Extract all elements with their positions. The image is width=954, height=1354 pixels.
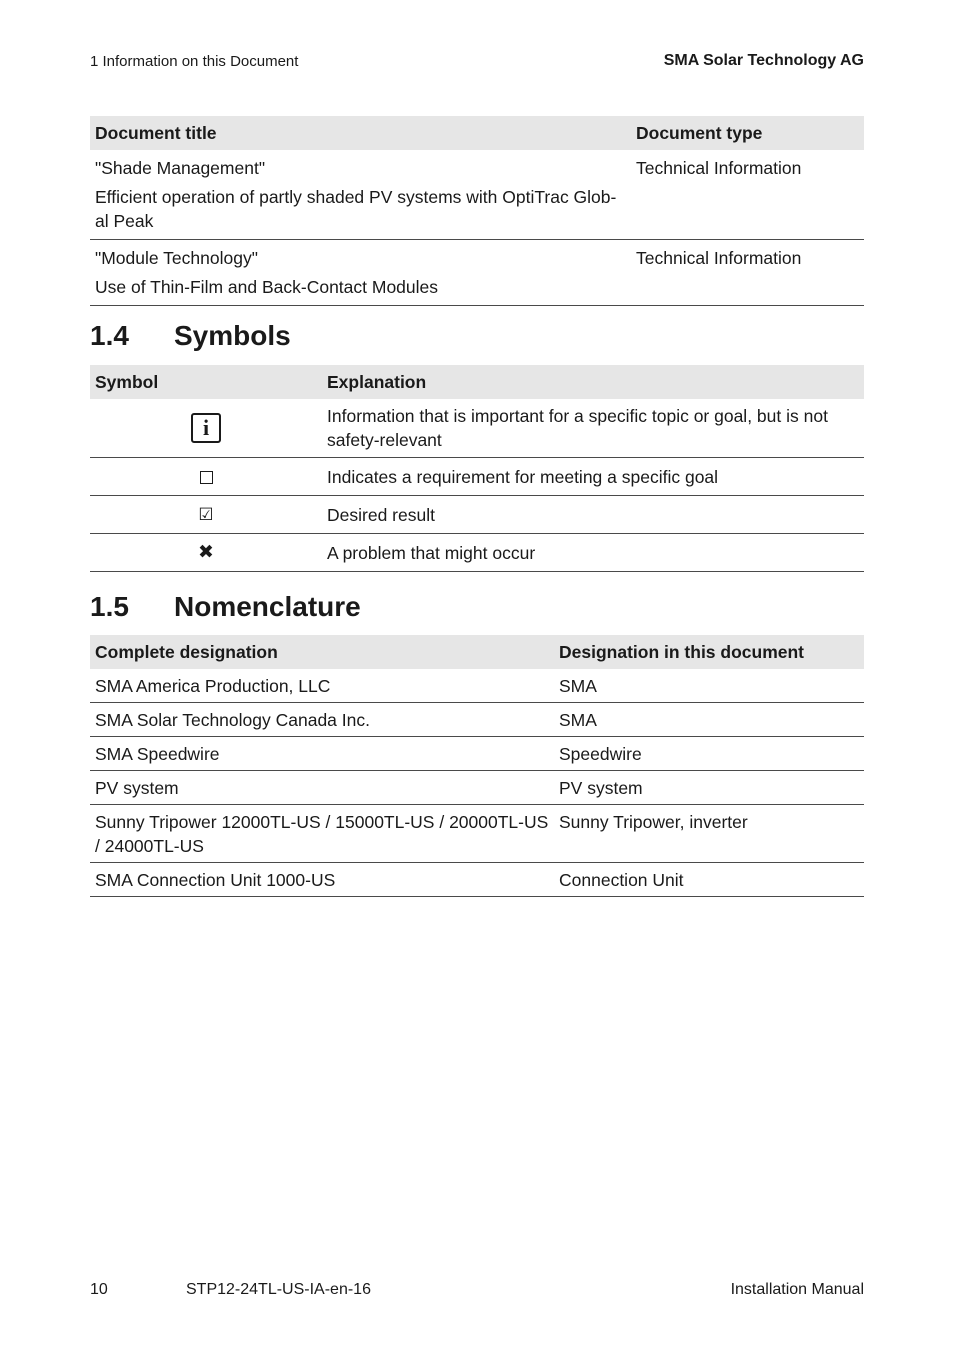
document-code: STP12-24TL-US-IA-en-16 — [186, 1281, 371, 1298]
documents-table — [90, 116, 864, 306]
table-row — [90, 737, 864, 771]
document-subtitle: Efficient operation of partly shaded PV systems with OptiTrac Glob-al Peak — [95, 187, 617, 231]
short-designation: SMA — [554, 703, 864, 737]
table-row — [90, 669, 864, 703]
table-row — [90, 458, 864, 496]
symbol-explanation: Information that is important for a specific topic or goal, but is not safety-relevant — [322, 399, 864, 458]
document-type: Technical Information — [631, 240, 864, 306]
symbol-cell — [90, 534, 322, 572]
section-title: Symbols — [174, 320, 291, 351]
section-title: Nomenclature — [174, 591, 361, 622]
complete-designation: SMA America Production, LLC — [90, 669, 554, 703]
symbol-cell — [90, 399, 322, 458]
checkbox-checked-icon: ☑ — [198, 505, 214, 525]
complete-designation: SMA Speedwire — [90, 737, 554, 771]
column-header: Explanation — [322, 365, 864, 399]
column-header: Complete designation — [90, 635, 554, 669]
table-header-row — [90, 635, 864, 669]
page-number: 10 — [90, 1281, 108, 1298]
table-row — [90, 771, 864, 805]
document-type: Technical Information — [631, 150, 864, 240]
running-header-section: 1 Information on this Document — [90, 53, 299, 70]
table-header-row — [90, 116, 864, 150]
table-row — [90, 240, 864, 306]
table-row — [90, 534, 864, 572]
symbol-explanation: Indicates a requirement for meeting a specific goal — [322, 458, 864, 496]
symbol-explanation: Desired result — [322, 496, 864, 534]
section-heading-nomenclature — [90, 591, 361, 623]
section-number: 1.5 — [90, 591, 129, 622]
short-designation: Sunny Tripower, inverter — [554, 805, 864, 863]
table-row — [90, 805, 864, 863]
table-row — [90, 703, 864, 737]
cross-icon: ✖ — [198, 542, 214, 564]
table-row — [90, 150, 864, 240]
document-title: "Module Technology" — [95, 248, 258, 268]
column-header: Document type — [631, 116, 864, 150]
complete-designation: SMA Solar Technology Canada Inc. — [90, 703, 554, 737]
column-header: Designation in this document — [554, 635, 864, 669]
symbol-cell — [90, 496, 322, 534]
column-header: Document title — [90, 116, 631, 150]
document-subtitle: Use of Thin-Film and Back-Contact Modules — [95, 277, 439, 297]
short-designation: Speedwire — [554, 737, 864, 771]
complete-designation: PV system — [90, 771, 554, 805]
document-title: "Shade Management" — [95, 158, 266, 178]
short-designation: Connection Unit — [554, 863, 864, 897]
column-header: Symbol — [90, 365, 322, 399]
document-type-footer: Installation Manual — [730, 1281, 864, 1298]
document-title-cell — [90, 240, 631, 306]
table-row — [90, 496, 864, 534]
table-header-row — [90, 365, 864, 399]
short-designation: SMA — [554, 669, 864, 703]
table-row — [90, 863, 864, 897]
complete-designation: SMA Connection Unit 1000-US — [90, 863, 554, 897]
short-designation: PV system — [554, 771, 864, 805]
info-icon: i — [191, 413, 221, 443]
nomenclature-table — [90, 635, 864, 897]
symbol-cell — [90, 458, 322, 496]
symbol-explanation: A problem that might occur — [322, 534, 864, 572]
section-heading-symbols — [90, 320, 291, 352]
table-row — [90, 399, 864, 458]
symbols-table — [90, 365, 864, 572]
checkbox-empty-icon — [200, 471, 213, 484]
section-number: 1.4 — [90, 320, 129, 351]
complete-designation: Sunny Tripower 12000TL-US / 15000TL-US / 20000TL-US / 24000TL-US — [90, 805, 554, 863]
document-title-cell — [90, 150, 631, 240]
running-header-company: SMA Solar Technology AG — [663, 52, 864, 69]
